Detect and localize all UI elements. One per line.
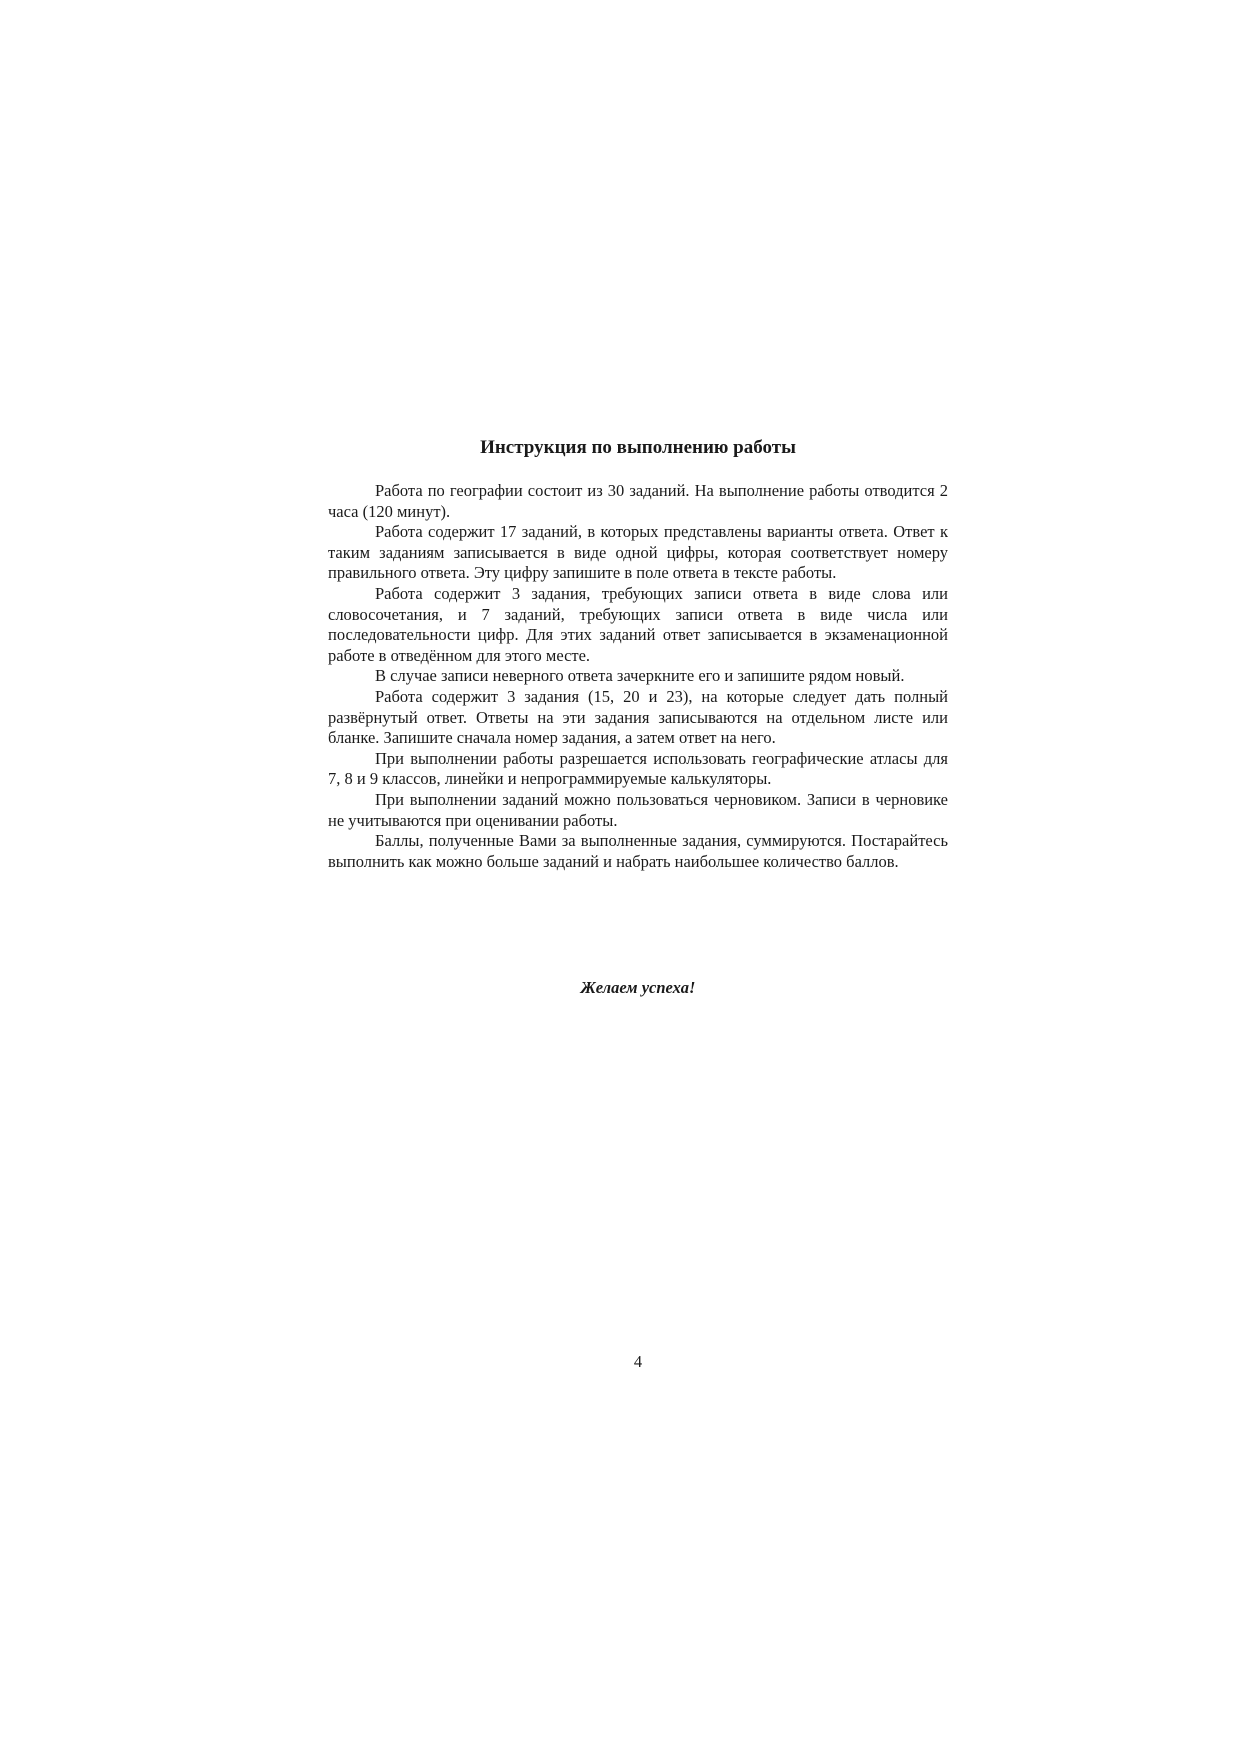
paragraph-wrong-answer: В случае записи неверного ответа зачеркните его и запишите рядом новый. (375, 666, 905, 686)
paragraph-choice-tasks: Работа содержит 17 заданий, в которых представлены варианты ответа. Ответ к таким заданиям записывается в виде одной цифры, которая соответствует номеру правильного ответа. Эту цифру запишите в поле ответа в тексте работы. (328, 522, 948, 583)
page-number: 4 (633, 1352, 643, 1371)
paragraph-extended-answer-tasks: Работа содержит 3 задания (15, 20 и 23), на которые следует дать полный развёрнутый ответ. Ответы на эти задания записываются на отдельном листе или бланке. Запишите сначала номер задания, а затем ответ на него. (328, 686, 948, 748)
closing-wish: Желаем успеха! (580, 978, 696, 997)
paragraph-short-answer-tasks: Работа содержит 3 задания, требующих записи ответа в виде слова или словосочетания, и 7 заданий, требующих записи ответа в виде числа или последовательности цифр. Для этих заданий ответ записывается в экзаменационной работе в отведённом для этого месте. (328, 583, 948, 665)
paragraph-task-count: Работа по географии состоит из 30 заданий. На выполнение работы отводится 2 часа (120 минут). (328, 481, 948, 521)
instructions-body (328, 481, 948, 872)
paragraph-allowed-materials: При выполнении работы разрешается использовать географические атласы для 7, 8 и 9 классов, линейки и непрограммируемые калькуляторы. (328, 748, 948, 789)
page-title: Инструкция по выполнению работы (480, 437, 796, 458)
paragraph-draft-usage: При выполнении заданий можно пользоваться черновиком. Записи в черновике не учитываются при оценивании работы. (328, 789, 948, 830)
paragraph-scoring: Баллы, полученные Вами за выполненные задания, суммируются. Постарайтесь выполнить как можно больше заданий и набрать наибольшее количество баллов. (328, 831, 948, 871)
